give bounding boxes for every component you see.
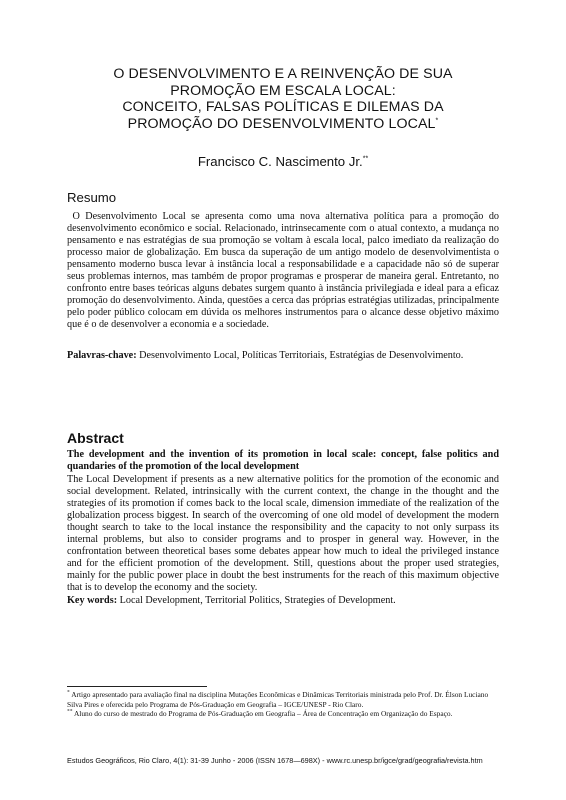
resumo-body xyxy=(67,211,499,331)
title-line xyxy=(40,116,526,133)
footnote-mark: * xyxy=(67,689,70,696)
footnote xyxy=(67,690,499,709)
title-line: O DESENVOLVIMENTO E A REINVENÇÃO DE SUA xyxy=(113,66,453,82)
title-footnote-mark: * xyxy=(435,116,439,124)
keywords-text: Local Development, Territorial Politics, Strategies of Development. xyxy=(119,595,396,606)
author-line xyxy=(0,154,566,169)
resumo-keywords xyxy=(67,350,499,362)
footnote-mark: ** xyxy=(67,708,73,715)
title-line: PROMOÇÃO EM ESCALA LOCAL: xyxy=(170,82,396,99)
keywords-text: Desenvolvimento Local, Políticas Territoriais, Estratégias de Desenvolvimento. xyxy=(139,350,464,361)
resumo-text: O Desenvolvimento Local se apresenta como uma nova alternativa política para a promoção do desenvolvimento econômico e social. Relacionado, intrinsecamente com o atual contexto, a mudança no pensamento e nas estratégias de sua promoção se voltam à escala local, palco imediato da realização do processo maior de globalização. Em busca da superação de um antigo modelo de desenvolvimentista o pensamento moderno busca levar à instância local a responsabilidade e a capacidade não só de superar seus problemas internos, mas também de propor programas e prosperar de maneira geral. Entretanto, no confronto entre bases teóricas alguns debates surgem quanto à instância privilegiada e ideal para a eficaz promoção do desenvolvimento. Ainda, questões a cerca das próprias estratégias utilizadas, principalmente pelo poder público colocam em dúvida os melhores instrumentos para o alcance desse objetivo máximo que é o de desenvolver a economia e a sociedade. xyxy=(67,211,500,331)
footnote-text: Artigo apresentado para avaliação final na disciplina Mutações Econômicas e Dinâmicas Territoriais ministrada pelo Prof. Dr. Élson Luciano Silva Pires e oferecida pelo Programa de Pós-Graduação em Geografia – IGCE/UNESP - Rio Claro. xyxy=(67,690,489,709)
abstract-title: The development and the invention of its promotion in local scale: concept, false politics and quandaries of the promotion of the local development xyxy=(67,449,499,473)
title-line: CONCEITO, FALSAS POLÍTICAS E DILEMAS DA xyxy=(122,99,444,115)
resumo-heading: Resumo xyxy=(67,190,117,205)
abstract-body: The Local Development if presents as a new alternative politics for the promotion of the economic and social development. Related, intrinsically with the current context, the change in the thought and the strategies of its promotion if comes back to the local scale, dimension immediate of the realization of the globalization process biggest. In search of the overcoming of one old model of development the modern thought search to take to the local instance the responsibility and the capacity to not only surpass its internal problems, but also to consider programs and to prosper in general way. However, in the confrontation between theoretical bases some debates appear how much to ideal the privileged instance and for the efficient promotion of the development. Still, questions about the proper used strategies, mainly for the public power place in doubt the best instruments for the reach of this maximum objective that is to develop the economy and the society. xyxy=(67,474,499,594)
author-name: Francisco C. Nascimento Jr. xyxy=(197,154,363,169)
abstract-heading: Abstract xyxy=(67,430,124,446)
paper-title xyxy=(40,66,526,132)
journal-footer: Estudos Geográficos, Rio Claro, 4(1): 31-39 Junho - 2006 (ISSN 1678—698X) - www.rc.unesp.br/igce/grad/geografia/revista.htm xyxy=(67,756,483,765)
author-footnote-mark: ** xyxy=(362,155,369,163)
keywords-label: Key words: xyxy=(67,595,118,606)
keywords-label: Palavras-chave: xyxy=(67,350,137,361)
footnote-separator xyxy=(67,686,207,687)
footnote-text: Aluno do curso de mestrado do Programa de Pós-Graduação em Geografia – Área de Concentração em Organização do Espaço. xyxy=(73,709,453,719)
title-line-text: PROMOÇÃO DO DESENVOLVIMENTO LOCAL xyxy=(127,115,436,132)
footnotes xyxy=(67,690,499,719)
abstract-keywords xyxy=(67,595,499,607)
footnote xyxy=(67,709,499,719)
